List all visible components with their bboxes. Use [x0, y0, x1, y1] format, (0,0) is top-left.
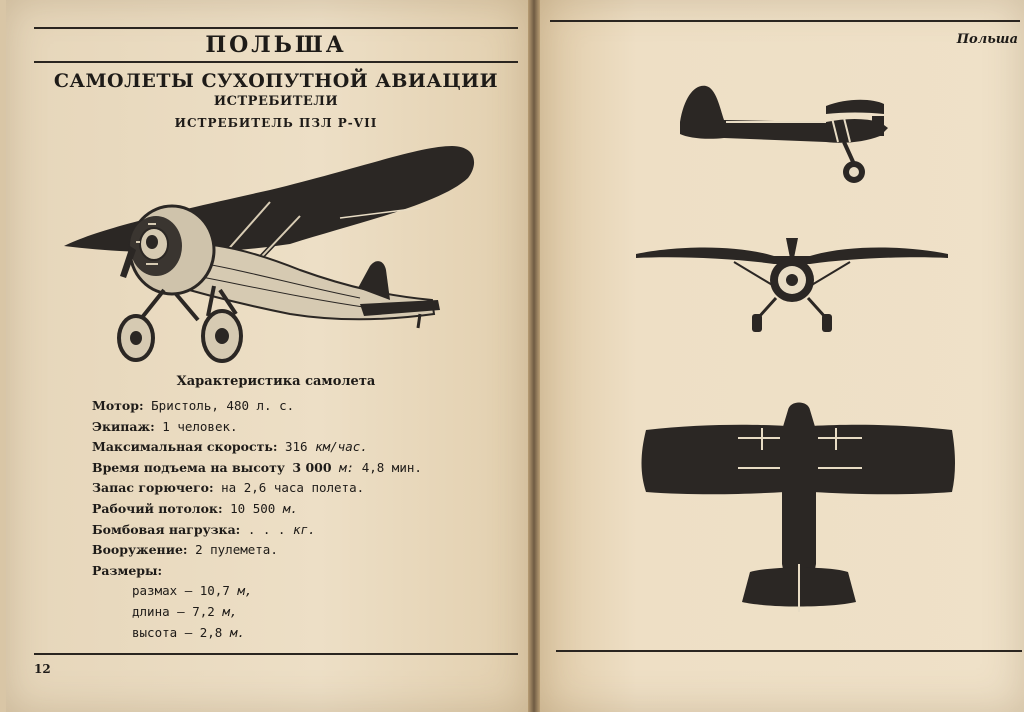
dim-sep: — — [184, 583, 193, 599]
spec-label: Максимальная скорость: — [92, 439, 278, 455]
page-number: 12 — [34, 662, 51, 676]
spec-bomb-load — [92, 520, 512, 541]
spec-value: 316 — [284, 439, 308, 455]
section-title: САМОЛЕТЫ СУХОПУТНОЙ АВИАЦИИ — [53, 70, 499, 92]
top-rule — [34, 27, 518, 29]
spec-wingspan — [92, 581, 512, 602]
spec-climb-time — [92, 458, 512, 479]
top-silhouette — [640, 394, 958, 614]
country-title: ПОЛЬША — [205, 32, 347, 58]
dim-sep: — — [177, 603, 185, 619]
spec-label: Запас горючего: — [92, 480, 214, 496]
category-title: ИСТРЕБИТЕЛИ — [213, 94, 339, 109]
right-bottom-rule — [556, 650, 1022, 652]
dim-unit: м, — [237, 583, 253, 599]
dim-value: 2,8 — [199, 624, 223, 640]
spec-unit: км/час. — [315, 439, 368, 455]
spec-list — [92, 396, 512, 643]
spec-fuel — [92, 478, 512, 499]
spec-label: Мотор: — [92, 398, 144, 413]
spec-crew — [92, 417, 512, 438]
spec-value: на 2,6 часа полета. — [221, 480, 365, 496]
dim-name: длина — [132, 603, 170, 619]
front-silhouette — [634, 234, 950, 338]
bottom-rule — [34, 653, 518, 655]
dim-name: размах — [132, 583, 178, 599]
spec-ceiling — [92, 499, 512, 520]
dim-value: 10,7 — [199, 583, 230, 599]
spec-value: 1 человек. — [162, 418, 238, 434]
running-header: Польша — [956, 32, 1018, 47]
spec-label: Экипаж: — [92, 418, 155, 434]
spec-length — [92, 602, 512, 623]
spec-label: Бомбовая нагрузка: — [92, 521, 241, 537]
spec-label: Вооружение: — [92, 542, 188, 558]
spec-height — [92, 623, 512, 644]
spec-dimensions-label — [92, 561, 512, 582]
dim-sep: — — [184, 624, 193, 640]
spec-label: Размеры: — [92, 562, 163, 578]
dim-value: 7,2 — [192, 603, 215, 619]
spec-value: . . . — [247, 521, 286, 537]
spec-value: 4,8 мин. — [361, 459, 422, 475]
dim-name: высота — [132, 624, 178, 640]
right-top-rule — [550, 20, 1020, 22]
spec-value: 2 пулемета. — [195, 542, 278, 558]
dim-unit: м. — [229, 624, 245, 640]
spec-value: 10 500 — [230, 500, 276, 516]
spec-unit: м. — [282, 500, 298, 516]
aircraft-title: ИСТРЕБИТЕЛЬ ПЗЛ Р-VII — [174, 116, 378, 130]
spec-label: Время подъема на высоту — [92, 459, 285, 475]
spec-unit: кг. — [293, 521, 316, 537]
spec-value: Бристоль, 480 л. с. — [151, 398, 295, 413]
spec-armament — [92, 540, 512, 561]
spec-max-speed — [92, 437, 512, 458]
spec-heading: Характеристика самолета — [176, 374, 376, 389]
spec-label: Рабочий потолок: — [92, 500, 223, 516]
aircraft-illustration — [60, 138, 490, 370]
book-gutter — [528, 0, 540, 712]
side-silhouette — [676, 78, 898, 188]
title-rule — [34, 61, 518, 63]
spec-unit: м: — [339, 459, 355, 475]
spec-altitude: 3 000 — [292, 459, 332, 475]
dim-unit: м, — [222, 603, 238, 619]
spec-engine — [92, 396, 512, 417]
